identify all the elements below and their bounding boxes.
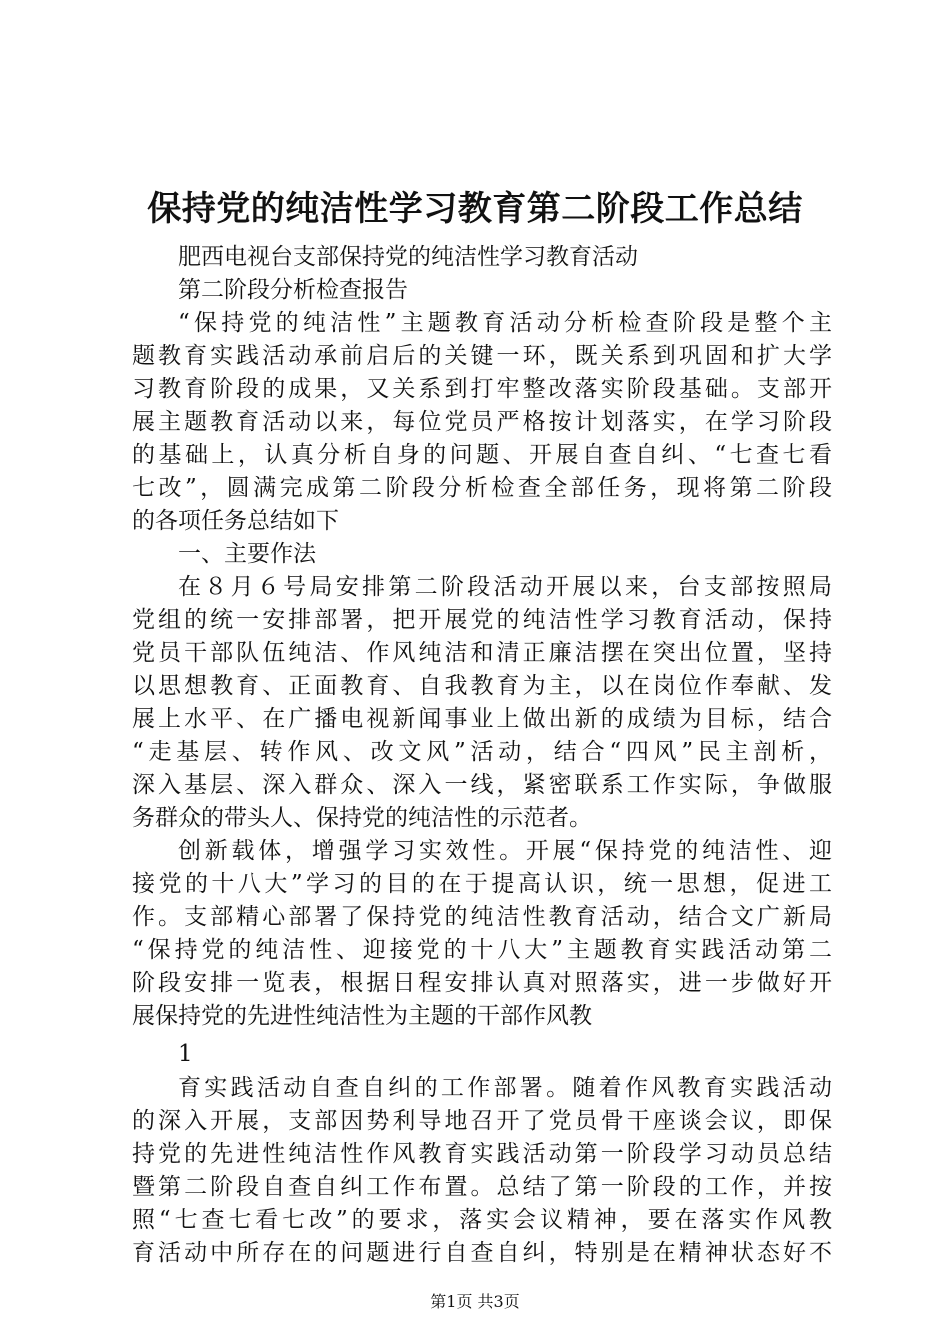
body-line: 题教育实践活动承前启后的关键一环，既关系到巩固和扩大学 [132, 343, 832, 369]
body-line: 展主题教育活动以来，每位党员严格按计划落实，在学习阶段 [132, 409, 832, 435]
body-line: 阶段安排一览表，根据日程安排认真对照落实，进一步做好开 [132, 970, 832, 996]
body-line: 在８月６号局安排第二阶段活动开展以来，台支部按照局 [178, 574, 832, 600]
body-line: 的各项任务总结如下 [132, 508, 339, 534]
body-line: 展上水平、在广播电视新闻事业上做出新的成绩为目标，结合 [132, 706, 832, 732]
body-line: 育实践活动自查自纠的工作部署。随着作风教育实践活动 [178, 1075, 832, 1101]
body-line: 创新载体，增强学习实效性。开展“保持党的纯洁性、迎 [178, 838, 832, 864]
body-line: 展保持党的先进性纯洁性为主题的干部作风教 [132, 1003, 592, 1029]
body-line: 暨第二阶段自查自纠工作布置。总结了第一阶段的工作，并按 [132, 1174, 832, 1200]
body-line: 深入基层、深入群众、深入一线，紧密联系工作实际，争做服 [132, 772, 832, 798]
body-line: 照“七查七看七改”的要求，落实会议精神，要在落实作风教 [132, 1207, 832, 1233]
subtitle-line-2: 第二阶段分析检查报告 [178, 277, 408, 303]
body-line: 的基础上，认真分析自身的问题、开展自查自纠、“七查七看 [132, 442, 832, 468]
body-line: 持党的先进性纯洁性作风教育实践活动第一阶段学习动员总结 [132, 1141, 832, 1167]
document-title: 保持党的纯洁性学习教育第二阶段工作总结 [147, 189, 803, 229]
inline-page-number: 1 [178, 1041, 193, 1067]
body-line: 党员干部队伍纯洁、作风纯洁和清正廉洁摆在突出位置，坚持 [132, 640, 832, 666]
body-line: 接党的十八大”学习的目的在于提高认识，统一思想，促进工 [132, 871, 832, 897]
body-line: 党组的统一安排部署，把开展党的纯洁性学习教育活动，保持 [132, 607, 832, 633]
body-line: “走基层、转作风、改文风”活动，结合“四风”民主剖析， [132, 739, 832, 765]
body-line: 的深入开展，支部因势利导地召开了党员骨干座谈会议，即保 [132, 1108, 832, 1134]
body-line: 七改”，圆满完成第二阶段分析检查全部任务，现将第二阶段 [132, 475, 832, 501]
body-line: 育活动中所存在的问题进行自查自纠，特别是在精神状态好不 [132, 1240, 832, 1266]
body-line: 习教育阶段的成果，又关系到打牢整改落实阶段基础。支部开 [132, 376, 832, 402]
body-line: 务群众的带头人、保持党的纯洁性的示范者。 [132, 805, 592, 831]
section-heading: 一、主要作法 [178, 541, 316, 567]
body-line: “保持党的纯洁性”主题教育活动分析检查阶段是整个主 [178, 310, 832, 336]
page-footer: 第1页 共3页 [430, 1292, 520, 1311]
body-line: 作。支部精心部署了保持党的纯洁性教育活动，结合文广新局 [132, 904, 832, 930]
subtitle-line-1: 肥西电视台支部保持党的纯洁性学习教育活动 [178, 244, 638, 270]
body-line: “保持党的纯洁性、迎接党的十八大”主题教育实践活动第二 [132, 937, 832, 963]
body-line: 以思想教育、正面教育、自我教育为主，以在岗位作奉献、发 [132, 673, 832, 699]
